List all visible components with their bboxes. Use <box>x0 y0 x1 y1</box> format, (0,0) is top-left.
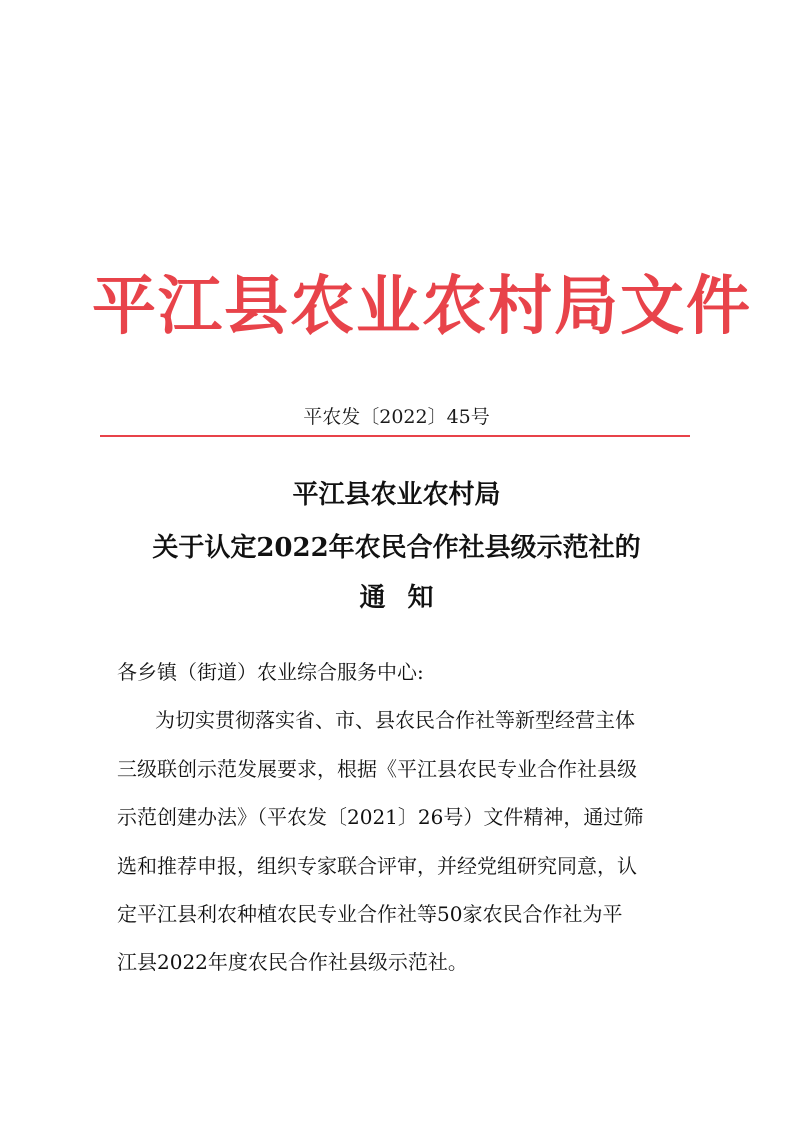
body-paragraph-line: 三级联创示范发展要求，根据《平江县农民专业合作社县级 <box>117 757 637 781</box>
red-divider-line <box>100 435 690 437</box>
body-paragraph-line: 选和推荐申报，组织专家联合评审，并经党组研究同意，认 <box>117 854 637 878</box>
body-paragraph-line: 为切实贯彻落实省、市、县农民合作社等新型经营主体 <box>155 708 635 732</box>
document-number: 平农发〔2022〕45号 <box>303 406 490 428</box>
masthead-title: 平江县农业农村局文件 <box>92 269 752 344</box>
body-paragraph-line: 江县2022年度农民合作社县级示范社。 <box>117 950 468 974</box>
title-line-notice: 通知 <box>359 583 456 613</box>
body-paragraph-line: 示范创建办法》（平农发〔2021〕26号）文件精神，通过筛 <box>117 805 644 829</box>
salutation: 各乡镇（街道）农业综合服务中心: <box>117 660 424 684</box>
body-paragraph-line: 定平江县利农种植农民专业合作社等50家农民合作社为平 <box>117 902 623 926</box>
title-line-issuer: 平江县农业农村局 <box>292 480 501 510</box>
title-line-subject: 关于认定2022年农民合作社县级示范社的 <box>152 533 641 563</box>
